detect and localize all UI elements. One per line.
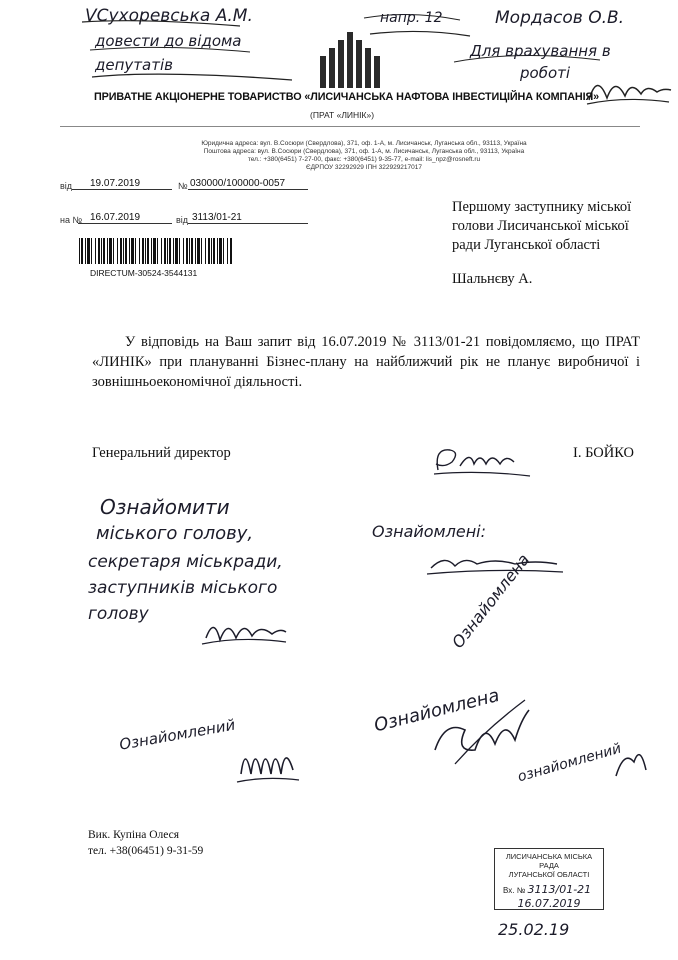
barcode-bar [208,238,210,264]
recipient-line: Першому заступнику міської [452,199,632,215]
barcode-bar [103,238,105,264]
barcode-bar [197,238,200,264]
barcode-bar [213,238,215,264]
resolution-line: депутатів [95,56,173,74]
barcode-bar [167,238,168,264]
barcode-bar [79,238,80,264]
company-codes: ЄДРПОУ 32292929 ІПН 322929217017 [305,164,422,171]
barcode [77,236,237,268]
company-logo [318,30,386,88]
familiarized-signature [425,550,565,580]
barcode-bar [113,238,114,264]
barcode-bar [91,238,92,264]
barcode-bar [175,238,178,264]
resolution-line: довести до відома [95,32,242,50]
outgoing-number: 030000/100000-0057 [188,178,308,190]
outgoing-date: 19.07.2019 [72,178,172,190]
director-signature [430,440,540,480]
barcode-bar [195,238,196,264]
barcode-bar [219,238,222,264]
resolution-top-right-name: Мордасов О.В. [495,8,625,28]
barcode-text: DIRECTUM-30524-3544131 [90,268,198,278]
stamp-in-number: 3113/01-21 [527,883,592,896]
note-line: заступників міського [88,578,278,598]
resolution-addressee: VСухоревська А.М. [85,6,253,26]
recipient-name: Шальнєву А. [452,271,533,287]
date-label: від [60,181,73,191]
familiarized-rotated-1: Ознайомлена [448,550,534,652]
recipient-line: ради Луганської області [452,237,601,253]
barcode-bar [157,238,158,264]
reply-to-label: на № [60,215,83,225]
barcode-bar [179,238,180,264]
requisites-block [184,140,544,172]
reply-from-label: від [176,215,189,225]
barcode-bar [81,238,83,264]
signature-scribble [585,70,675,110]
company-name: ПРИВАТНЕ АКЦІОНЕРНЕ ТОВАРИСТВО «ЛИСИЧАНСЬКА НАФТОВА ІНВЕСТИЦІЙНА КОМПАНІЯ» [94,91,600,103]
reply-to-number: 3113/01-21 [188,212,308,224]
barcode-bar [135,238,136,264]
barcode-bar [131,238,134,264]
barcode-bar [217,238,218,264]
deputy-signature-2 [610,740,660,780]
stamp-line: ЛИСИЧАНСЬКА МІСЬКА РАДА [505,852,593,870]
familiarized-label: Ознайомлені: [372,522,486,541]
signer-position: Генеральний директор [92,445,231,461]
note-signature [200,612,290,652]
barcode-bar [87,238,90,264]
barcode-bar [151,238,152,264]
barcode-bar [129,238,130,264]
barcode-bar [145,238,146,264]
number-label: № [178,181,188,191]
recipient-line: голови Лисичанської міської [452,218,629,234]
barcode-bar [191,238,193,264]
barcode-bar [147,238,149,264]
barcode-bar [125,238,127,264]
barcode-bar [153,238,156,264]
stamp-in-label: Вх. № [503,886,526,895]
barcode-bar [120,238,122,264]
familiarized-rotated-2: Ознайомлена [372,684,502,737]
resolution-note [88,495,328,624]
deputy-signature-3 [235,730,305,790]
reply-to-date: 16.07.2019 [78,212,172,224]
barcode-bar [227,238,228,264]
stamp-line: ЛУГАНСЬКОЇ ОБЛАСТІ [508,870,590,879]
contacts: тел.: +380(6451) 7-27-00, факс: +380(6451) 9-35-77, e-mail: lis_npz@rosneft.ru [247,156,481,163]
barcode-bar [101,238,102,264]
incoming-stamp [494,848,604,910]
barcode-bar [164,238,166,264]
company-short-name: (ПРАТ «ЛИНІК») [310,110,375,120]
executor-name: Вик. Купіна Олеся [88,829,180,841]
barcode-bar [211,238,212,264]
barcode-bar [117,238,118,264]
recipient-block [452,198,662,289]
barcode-bar [230,238,232,264]
deputy-signature-1 [425,690,535,770]
familiarized-rotated-4: Ознайомлений [118,715,237,754]
barcode-bar [142,238,144,264]
resolution-top-right-line1: Для врахування в [470,42,611,60]
resolution-top-mid: напр. 12 [380,10,443,26]
postal-address: Поштова адреса: вул. В.Сосюри (Свердлова), 371, оф. 1-А, м. Лисичанськ, Луганська обл., 93113, Україна [203,148,525,155]
barcode-bar [183,238,184,264]
barcode-bar [95,238,96,264]
note-line: Ознайомити [100,495,230,519]
barcode-bar [109,238,112,264]
barcode-bar [161,238,162,264]
executor-phone: тел. +38(06451) 9-31-59 [88,845,204,857]
barcode-bar [205,238,206,264]
barcode-bar [169,238,171,264]
handwritten-date: 25.02.19 [498,920,570,939]
barcode-bar [223,238,224,264]
note-line: секретаря міськради, [88,552,283,572]
barcode-bar [201,238,202,264]
barcode-bar [107,238,108,264]
letter-body: У відповідь на Ваш запит від 16.07.2019 № 3113/01-21 повідомляємо, що ПРАТ «ЛИНІК» при плануванні Бізнес-плану на найближчий рік не планує виробничої і зовнішньоекономічної діяльності. [92,334,640,390]
barcode-bar [98,238,100,264]
legal-address: Юридична адреса: вул. В.Сосюри (Свердлова), 371, оф. 1-А, м. Лисичанськ, Луганська обл., 93113, Україна [201,140,527,147]
stamp-date: 16.07.2019 [517,897,581,910]
resolution-top-right-line2: роботі [520,64,571,82]
letterhead-divider [60,126,640,127]
barcode-bar [85,238,86,264]
signer-name: І. БОЙКО [573,445,635,461]
barcode-bar [186,238,188,264]
barcode-bar [189,238,190,264]
note-line: міського голову, [96,523,254,544]
note-line: голову [88,604,149,624]
familiarized-rotated-3: ознайомлений [516,740,624,786]
barcode-bar [173,238,174,264]
barcode-bar [139,238,140,264]
barcode-bar [123,238,124,264]
